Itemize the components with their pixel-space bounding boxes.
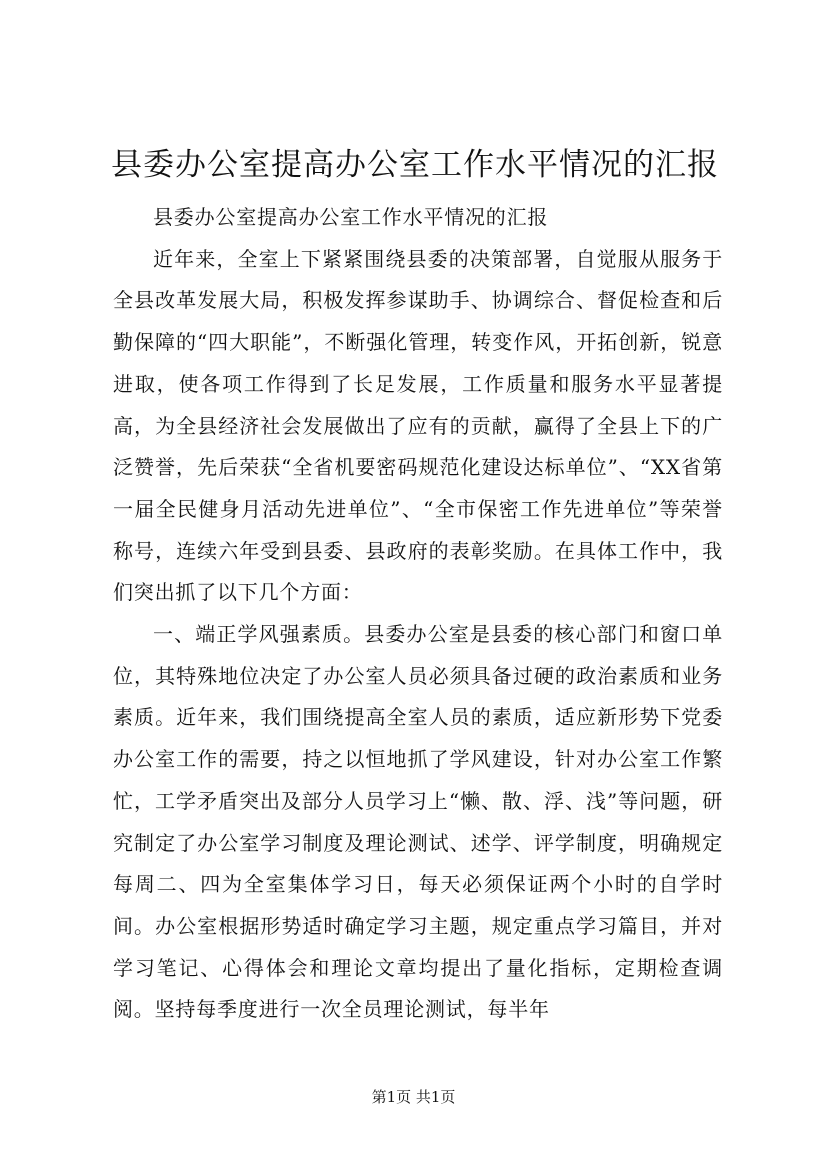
paragraph-intro: 近年来，全室上下紧紧围绕县委的决策部署，自觉服从服务于全县改革发展大局，积极发挥参谋助手、协调综合、督促检查和后勤保障的“四大职能”，不断强化管理，转变作风，开拓创新，锐意进取，使各项工作得到了长足发展，工作质量和服务水平显著提高，为全县经济社会发展做出了应有的贡献，赢得了全县上下的广泛赞誉，先后荣获“全省机要密码规范化建设达标单位”、“XX省第一届全民健身月活动先进单位”、“全市保密工作先进单位”等荣誉称号，连续六年受到县委、县政府的表彰奖励。在具体工作中，我们突出抓了以下几个方面：: [113, 246, 723, 605]
document-title: 县委办公室提高办公室工作水平情况的汇报: [111, 147, 719, 183]
paragraph-section-one: 一、端正学风强素质。县委办公室是县委的核心部门和窗口单位，其特殊地位决定了办公室人员必须具备过硬的政治素质和业务素质。近年来，我们围绕提高全室人员的素质，适应新形势下党委办公室工作的需要，持之以恒地抓了学风建设，针对办公室工作繁忙，工学矛盾突出及部分人员学习上“懒、散、浮、浅”等问题，研究制定了办公室学习制度及理论测试、述学、评学制度，明确规定每周二、四为全室集体学习日，每天必须保证两个小时的自学时间。办公室根据形势适时确定学习主题，规定重点学习篇目，并对学习笔记、心得体会和理论文章均提出了量化指标，定期检查调阅。坚持每季度进行一次全员理论测试，每半年: [113, 622, 723, 1022]
document-body: [113, 197, 723, 1031]
document-subtitle: 县委办公室提高办公室工作水平情况的汇报: [153, 205, 549, 229]
page-footer: 第1页 共1页: [371, 1088, 456, 1106]
